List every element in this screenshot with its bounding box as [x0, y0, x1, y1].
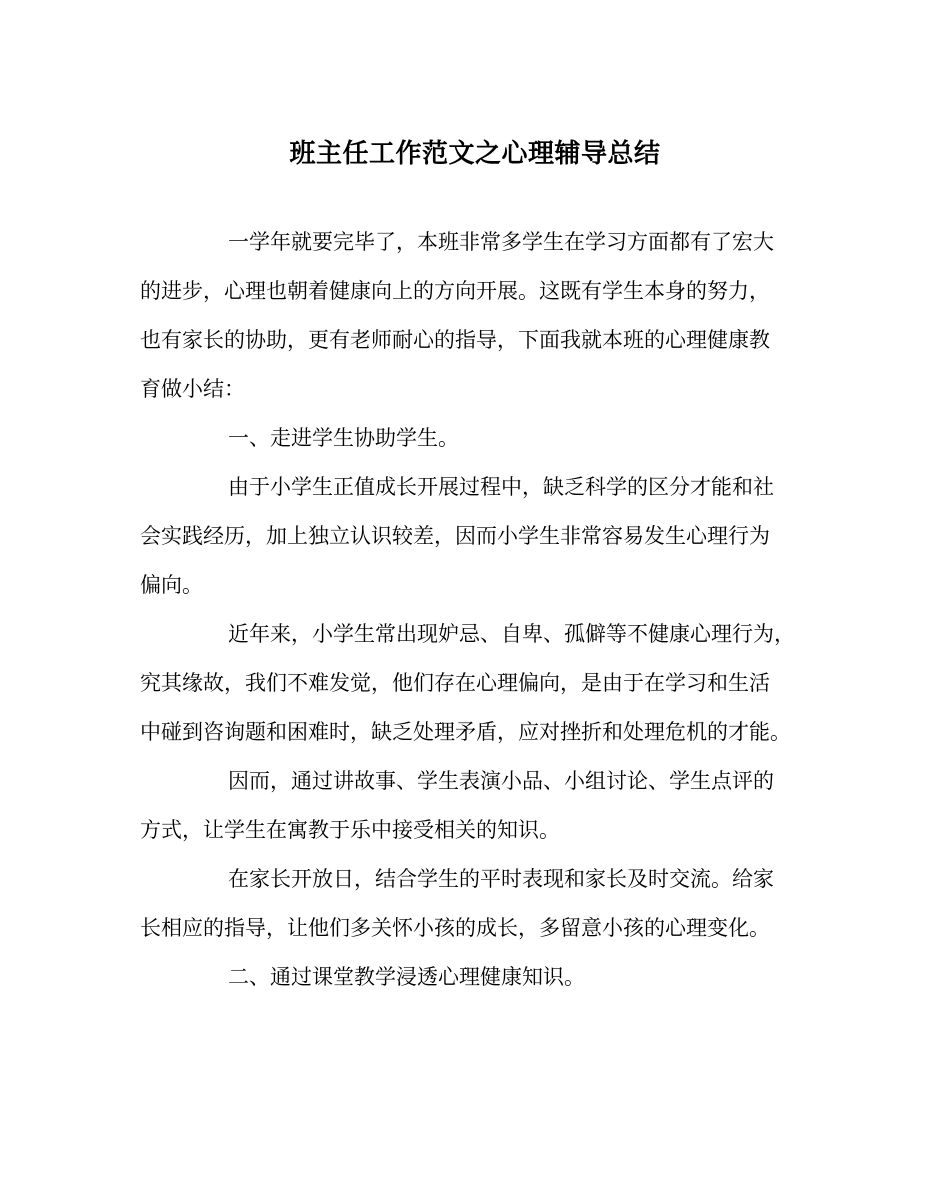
paragraph-line: 偏向。	[140, 573, 203, 597]
section-heading: 二、通过课堂教学浸透心理健康知识。	[228, 965, 585, 989]
document-title: 班主任工作范文之心理辅导总结	[289, 139, 661, 169]
paragraph-line: 近年来，小学生常出现妒忌、自卑、孤僻等不健康心理行为，	[228, 622, 795, 646]
paragraph-line: 育做小结：	[140, 377, 245, 401]
paragraph-line: 一学年就要完毕了，本班非常多学生在学习方面都有了宏大	[228, 230, 774, 254]
paragraph-line: 中碰到咨询题和困难时，缺乏处理矛盾，应对挫折和处理危机的才能。	[140, 720, 791, 744]
paragraph-line: 在家长开放日，结合学生的平时表现和家长及时交流。给家	[228, 867, 774, 891]
paragraph-line: 会实践经历，加上独立认识较差，因而小学生非常容易发生心理行为	[140, 524, 770, 548]
paragraph-line: 因而，通过讲故事、学生表演小品、小组讨论、学生点评的	[228, 769, 774, 793]
document-body	[140, 218, 808, 1002]
paragraph-line: 也有家长的协助，更有老师耐心的指导，下面我就本班的心理健康教	[140, 328, 770, 352]
paragraph-line: 由于小学生正值成长开展过程中，缺乏科学的区分才能和社	[228, 475, 774, 499]
paragraph-line: 方式，让学生在寓教于乐中接受相关的知识。	[140, 818, 560, 842]
section-heading: 一、走进学生协助学生。	[228, 426, 459, 450]
paragraph-line: 长相应的指导，让他们多关怀小孩的成长，多留意小孩的心理变化。	[140, 916, 770, 940]
paragraph-line: 的进步，心理也朝着健康向上的方向开展。这既有学生本身的努力，	[140, 279, 770, 303]
paragraph-line: 究其缘故，我们不难发觉，他们存在心理偏向，是由于在学习和生活	[140, 671, 770, 695]
